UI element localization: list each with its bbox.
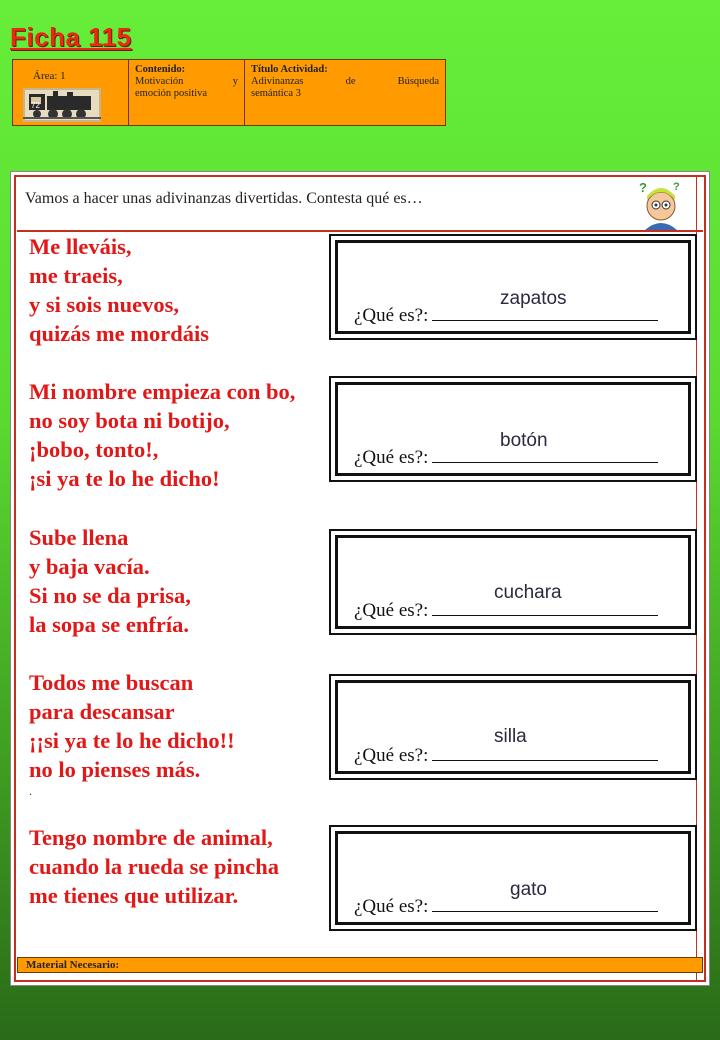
answer-2[interactable]: botón xyxy=(500,430,548,451)
question-label: ¿Qué es?: xyxy=(354,447,658,469)
area-cell xyxy=(13,60,129,125)
thinking-person-icon xyxy=(635,178,687,230)
material-bar: Material Necesario: xyxy=(17,957,703,973)
question-label: ¿Qué es?: xyxy=(354,745,658,767)
titulo-line2: semántica 3 xyxy=(251,88,301,99)
answer-line xyxy=(432,910,658,912)
titulo-cell xyxy=(245,60,445,125)
question-label: ¿Qué es?: xyxy=(354,305,658,327)
answer-box-4 xyxy=(329,674,697,780)
riddle-line: Sube llena xyxy=(29,525,129,550)
intro-text: Vamos a hacer unas adivinanzas divertidas. Contesta qué es… xyxy=(25,190,423,207)
riddle-4 xyxy=(29,668,235,784)
riddle-line: cuando la rueda se pincha xyxy=(29,854,280,879)
area-label: Área: 1 xyxy=(33,70,66,82)
answer-box-2 xyxy=(329,376,697,482)
riddle-line: no soy bota ni botijo, xyxy=(29,408,230,433)
titulo-line1: Adivinanzas de Búsqueda xyxy=(251,76,439,87)
question-label: ¿Qué es?: xyxy=(354,600,658,622)
answer-1[interactable]: zapatos xyxy=(500,288,567,309)
titulo-label: Título Actividad: xyxy=(251,64,328,75)
answer-box-1 xyxy=(329,234,697,340)
riddle-line: me tienes que utilizar. xyxy=(29,883,239,908)
question-label: ¿Qué es?: xyxy=(354,896,658,918)
riddle-2 xyxy=(29,377,295,493)
riddle-line: quizás me mordáis xyxy=(29,321,209,346)
riddle-line: para descansar xyxy=(29,699,175,724)
answer-5[interactable]: gato xyxy=(510,879,547,900)
activity-info-table xyxy=(12,59,446,126)
riddle-line: la sopa se enfría. xyxy=(29,612,189,637)
train-number: 72 xyxy=(31,101,40,110)
answer-4[interactable]: silla xyxy=(494,726,527,747)
answer-line xyxy=(432,614,658,616)
answer-line xyxy=(432,319,658,321)
train-icon xyxy=(23,88,101,122)
svg-text:?: ? xyxy=(673,181,680,193)
contenido-label: Contenido: xyxy=(135,64,186,75)
contenido-line1: Motivación y xyxy=(135,76,238,87)
riddle-1 xyxy=(29,232,209,348)
riddle-line: ¡¡si ya te lo he dicho!! xyxy=(29,728,235,753)
riddle-line: y si sois nuevos, xyxy=(29,292,180,317)
riddle-line: ¡bobo, tonto!, xyxy=(29,437,159,462)
riddle-5 xyxy=(29,823,279,910)
riddle-line: ¡si ya te lo he dicho! xyxy=(29,466,220,491)
answer-box-3 xyxy=(329,529,697,635)
answer-line xyxy=(432,461,658,463)
riddle-line: me traeis, xyxy=(29,263,123,288)
page-title: Ficha 115 xyxy=(10,22,132,52)
riddle-line: Todos me buscan xyxy=(29,670,194,695)
contenido-cell xyxy=(129,60,245,125)
riddle-line: y baja vacía. xyxy=(29,554,150,579)
svg-text:?: ? xyxy=(639,180,647,195)
riddle-line: Tengo nombre de animal, xyxy=(29,825,273,850)
answer-line xyxy=(432,759,658,761)
riddle-line: no lo pienses más. xyxy=(29,757,201,782)
answer-box-5 xyxy=(329,825,697,931)
contenido-line2: emoción positiva xyxy=(135,88,208,99)
worksheet xyxy=(10,171,710,986)
answer-3[interactable]: cuchara xyxy=(494,582,562,603)
riddle-line: Mi nombre empieza con bo, xyxy=(29,379,296,404)
riddle-3 xyxy=(29,523,191,639)
riddle-line: Si no se da prisa, xyxy=(29,583,191,608)
riddle-line: Me lleváis, xyxy=(29,234,132,259)
stray-dot: . xyxy=(29,784,32,798)
